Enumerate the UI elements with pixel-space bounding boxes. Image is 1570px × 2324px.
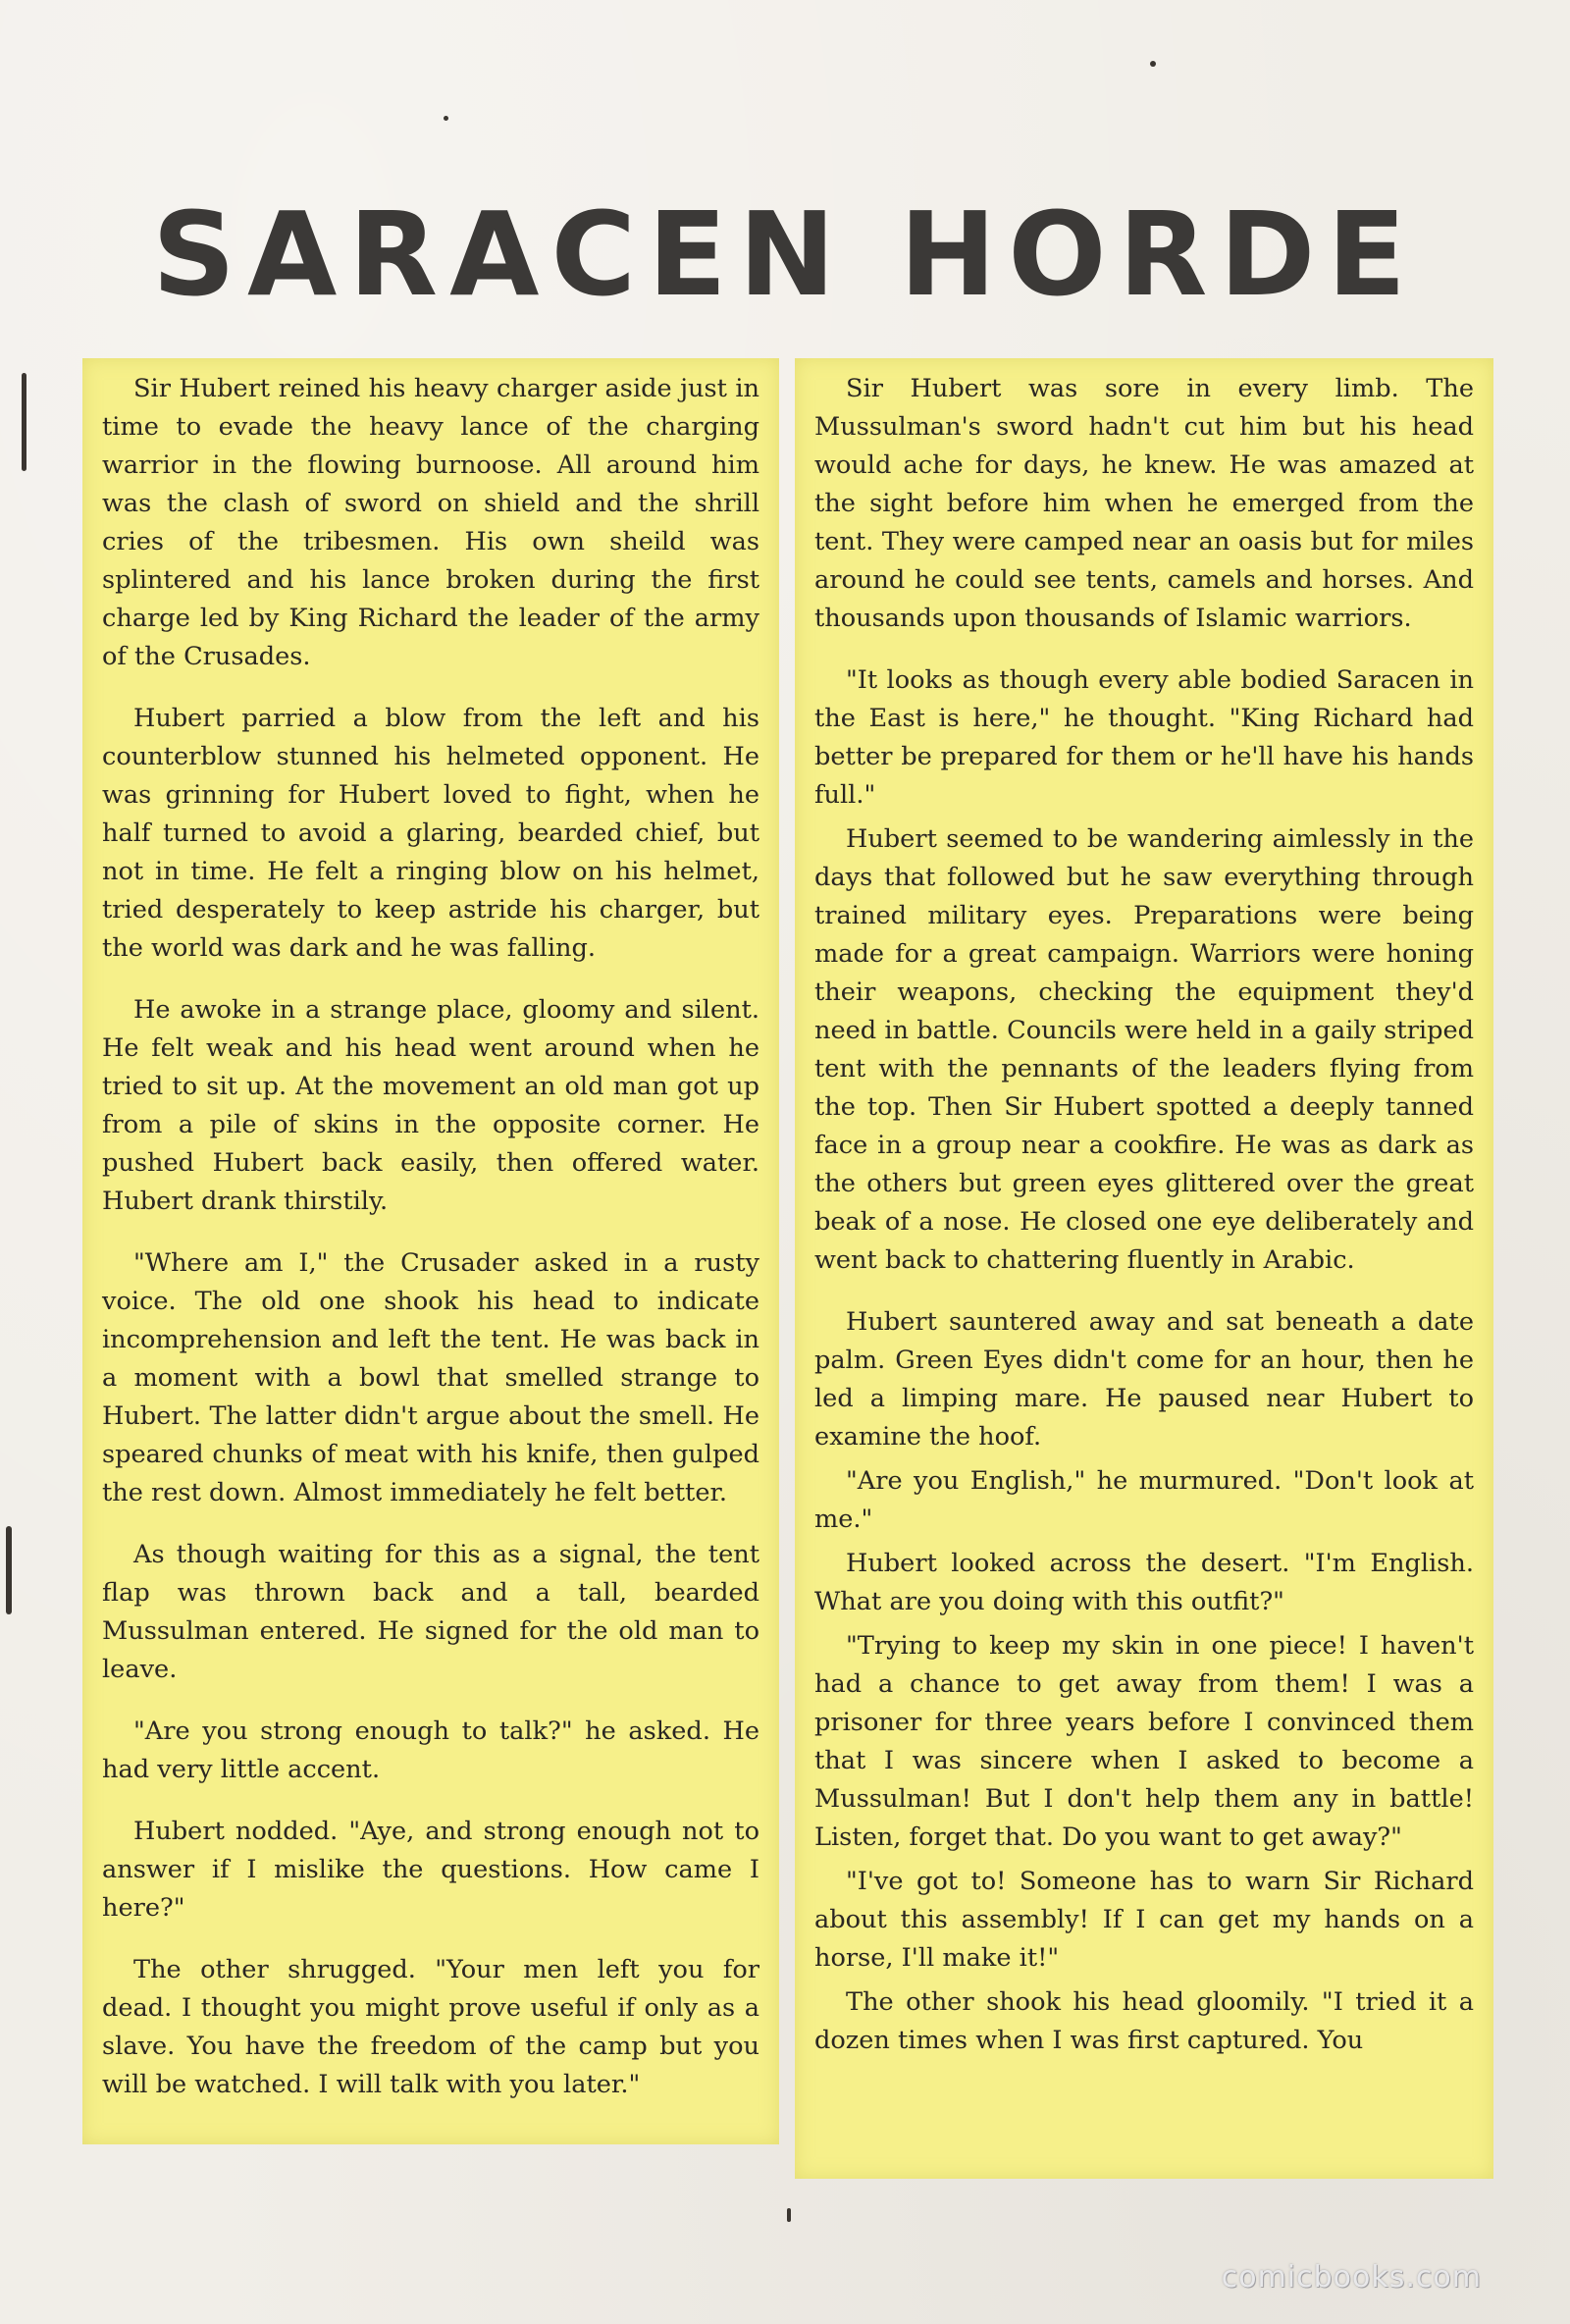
ink-speck xyxy=(444,116,448,121)
page-title: SARACEN HORDE xyxy=(151,186,1419,322)
watermark: comicbooks.com xyxy=(1221,2260,1482,2295)
paragraph: "Are you English," he murmured. "Don't look at me." xyxy=(814,1466,1474,1534)
paragraph: "Are you strong enough to talk?" he asked. He had very little accent. xyxy=(102,1717,759,1784)
paragraph: Hubert nodded. "Aye, and strong enough not to answer if I mislike the questions. How came I here?" xyxy=(102,1817,759,1923)
ink-speck xyxy=(1150,61,1156,67)
paragraph: "I've got to! Someone has to warn Sir Richard about this assembly! If I can get my hands on a horse, I'll make it!" xyxy=(814,1867,1474,1973)
left-column xyxy=(82,358,779,2144)
edge-mark xyxy=(6,1526,12,1614)
paragraph: Hubert sauntered away and sat beneath a date palm. Green Eyes didn't come for an hour, then he led a limping mare. He paused near Hubert to examine the hoof. xyxy=(814,1307,1474,1452)
edge-mark xyxy=(22,373,26,471)
paragraph: "Where am I," the Crusader asked in a rusty voice. The old one shook his head to indicate incomprehension and left the tent. He was back in a moment with a bowl that smelled strange to Hubert. The latter didn't argue about the smell. He speared chunks of meat with his knife, then gulped the rest down. Almost immediately he felt better. xyxy=(102,1248,759,1507)
paragraph: He awoke in a strange place, gloomy and silent. He felt weak and his head went around when he tried to sit up. At the movement an old man got up from a pile of skins in the opposite corner. He pushed Hubert back easily, then offered water. Hubert drank thirstily. xyxy=(102,995,759,1216)
paragraph: Hubert seemed to be wandering aimlessly in the days that followed but he saw everything through trained military eyes. Preparations were being made for a great campaign. Warriors were honing their weapons, checking the equipment they'd need in battle. Councils were held in a gaily striped tent with the pennants of the leaders flying from the top. Then Sir Hubert spotted a deeply tanned face in a group near a cookfire. He was as dark as the others but green eyes glittered over the great beak of a nose. He closed one eye deliberately and went back to chattering fluently in Arabic. xyxy=(814,824,1474,1275)
paragraph: Sir Hubert reined his heavy charger aside just in time to evade the heavy lance of the charging warrior in the flowing burnoose. All around him was the clash of sword on shield and the shrill cries of the tribesmen. His own sheild was splintered and his lance broken during the first charge led by King Richard the leader of the army of the Crusades. xyxy=(102,374,759,671)
paragraph: Hubert looked across the desert. "I'm English. What are you doing with this outfit?" xyxy=(814,1549,1474,1616)
paragraph: The other shook his head gloomily. "I tried it a dozen times when I was first captured. You xyxy=(814,1987,1474,2055)
paragraph: As though waiting for this as a signal, the tent flap was thrown back and a tall, bearded Mussulman entered. He signed for the old man to leave. xyxy=(102,1540,759,1684)
paragraph: Sir Hubert was sore in every limb. The Mussulman's sword hadn't cut him but his head would ache for days, he knew. He was amazed at the sight before him when he emerged from the tent. They were camped near an oasis but for miles around he could see tents, camels and horses. And thousands upon thousands of Islamic warriors. xyxy=(814,374,1474,633)
ink-speck xyxy=(787,2208,791,2222)
paragraph: "It looks as though every able bodied Saracen in the East is here," he thought. "King Richard had better be prepared for them or he'll have his hands full." xyxy=(814,665,1474,810)
right-column xyxy=(795,358,1493,2179)
paragraph: Hubert parried a blow from the left and his counterblow stunned his helmeted opponent. He was grinning for Hubert loved to fight, when he half turned to avoid a glaring, bearded chief, but not in time. He felt a ringing blow on his helmet, tried desperately to keep astride his charger, but the world was dark and he was falling. xyxy=(102,704,759,963)
paragraph: "Trying to keep my skin in one piece! I haven't had a chance to get away from them! I was a prisoner for three years before I convinced them that I was sincere when I asked to become a Mussulman! But I don't help them any in battle! Listen, forget that. Do you want to get away?" xyxy=(814,1631,1474,1852)
paragraph: The other shrugged. "Your men left you for dead. I thought you might prove useful if only as a slave. You have the freedom of the camp but you will be watched. I will talk with you later." xyxy=(102,1955,759,2099)
